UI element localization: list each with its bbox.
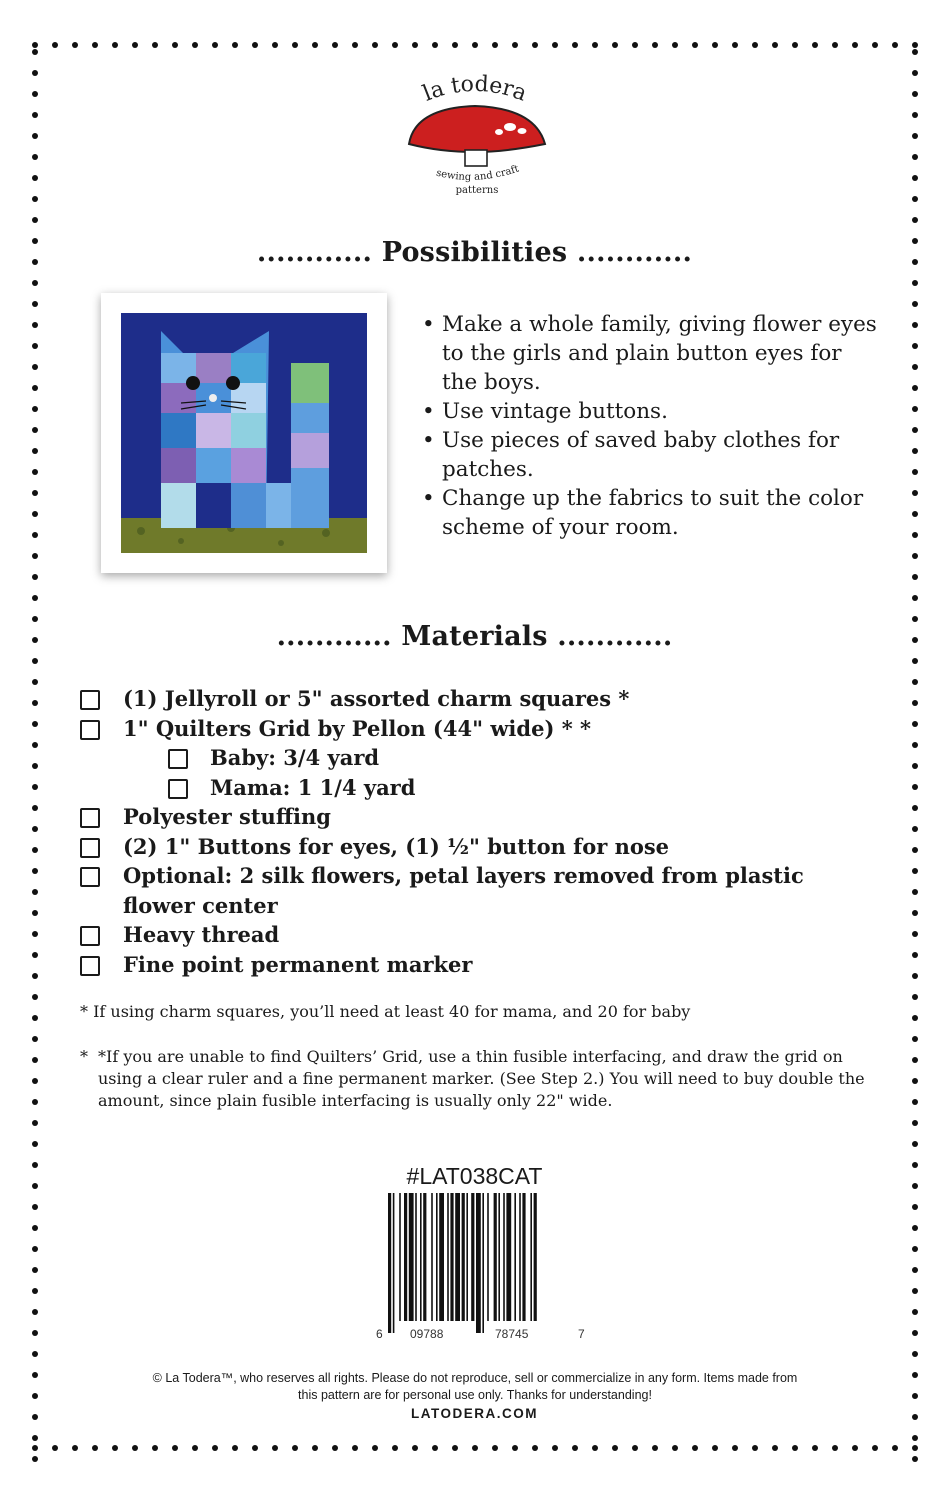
checkbox[interactable] — [80, 720, 100, 740]
la-todera-logo — [395, 72, 555, 202]
website-link[interactable]: LATODERA.COM — [411, 1406, 538, 1421]
checkbox[interactable] — [80, 838, 100, 858]
svg-text:patterns: patterns — [455, 185, 499, 196]
usage-line: this pattern are for personal use only. Thanks for understanding! — [298, 1388, 652, 1402]
footnote-marker: * — [80, 1047, 88, 1066]
materials-title: ............ Materials ............ — [276, 621, 673, 652]
copyright-line: © La Todera™, who reserves all rights. Please do not reproduce, sell or commercialize in any form. Items made from — [152, 1371, 798, 1385]
svg-text:la todera: la todera — [419, 72, 531, 107]
possibility-item: • Use pieces of saved baby clothes for patches. — [420, 426, 880, 484]
possibility-item: • Change up the fabrics to suit the color scheme of your room. — [420, 484, 880, 542]
footnote-charm-squares: * If using charm squares, you’ll need at least 40 for mama, and 20 for baby — [80, 1002, 691, 1021]
logo-tagline: sewing and craft — [435, 163, 521, 183]
cat-pillow-image — [121, 313, 367, 553]
checkbox[interactable] — [80, 690, 100, 710]
checkbox[interactable] — [80, 808, 100, 828]
material-subitem: Mama: 1 1/4 yard — [80, 773, 870, 803]
checkbox[interactable] — [80, 867, 100, 887]
materials-checklist — [80, 684, 870, 979]
svg-text:6: 6 — [376, 1327, 383, 1341]
possibilities-list — [420, 310, 880, 542]
cat-pillow-photo — [101, 293, 387, 573]
footnote-quilters-grid: *If you are unable to find Quilters’ Grid, use a thin fusible interfacing, and draw the grid on using a clear ruler and a fine permanent marker. (See Step 2.) You will need to buy double the amount, since plain fusible interfacing is usually only 22" wide. — [98, 1047, 865, 1110]
material-item: Optional: 2 silk flowers, petal layers removed from plastic flower center — [80, 861, 870, 920]
material-item: (2) 1" Buttons for eyes, (1) ½" button for nose — [80, 832, 870, 862]
border-bottom-dots — [30, 1443, 920, 1453]
possibility-item: • Make a whole family, giving flower eyes to the girls and plain button eyes for the boys. — [420, 310, 880, 397]
svg-text:09788: 09788 — [410, 1327, 444, 1341]
border-top-dots — [30, 40, 920, 50]
svg-text:78745: 78745 — [495, 1327, 529, 1341]
material-subitem: Baby: 3/4 yard — [80, 743, 870, 773]
material-item: (1) Jellyroll or 5" assorted charm squares * — [80, 684, 870, 714]
possibility-item: • Use vintage buttons. — [420, 397, 880, 426]
checkbox[interactable] — [80, 956, 100, 976]
checkbox[interactable] — [168, 779, 188, 799]
material-item: Heavy thread — [80, 920, 870, 950]
material-item: Polyester stuffing — [80, 802, 870, 832]
svg-text:7: 7 — [578, 1327, 585, 1341]
checkbox[interactable] — [80, 926, 100, 946]
product-sku: #LAT038CAT — [406, 1163, 543, 1189]
material-item: Fine point permanent marker — [80, 950, 870, 980]
barcode — [370, 1193, 590, 1343]
material-item: 1" Quilters Grid by Pellon (44" wide) * * — [80, 714, 870, 744]
checkbox[interactable] — [168, 749, 188, 769]
possibilities-title: ............ Possibilities ............ — [256, 237, 693, 268]
